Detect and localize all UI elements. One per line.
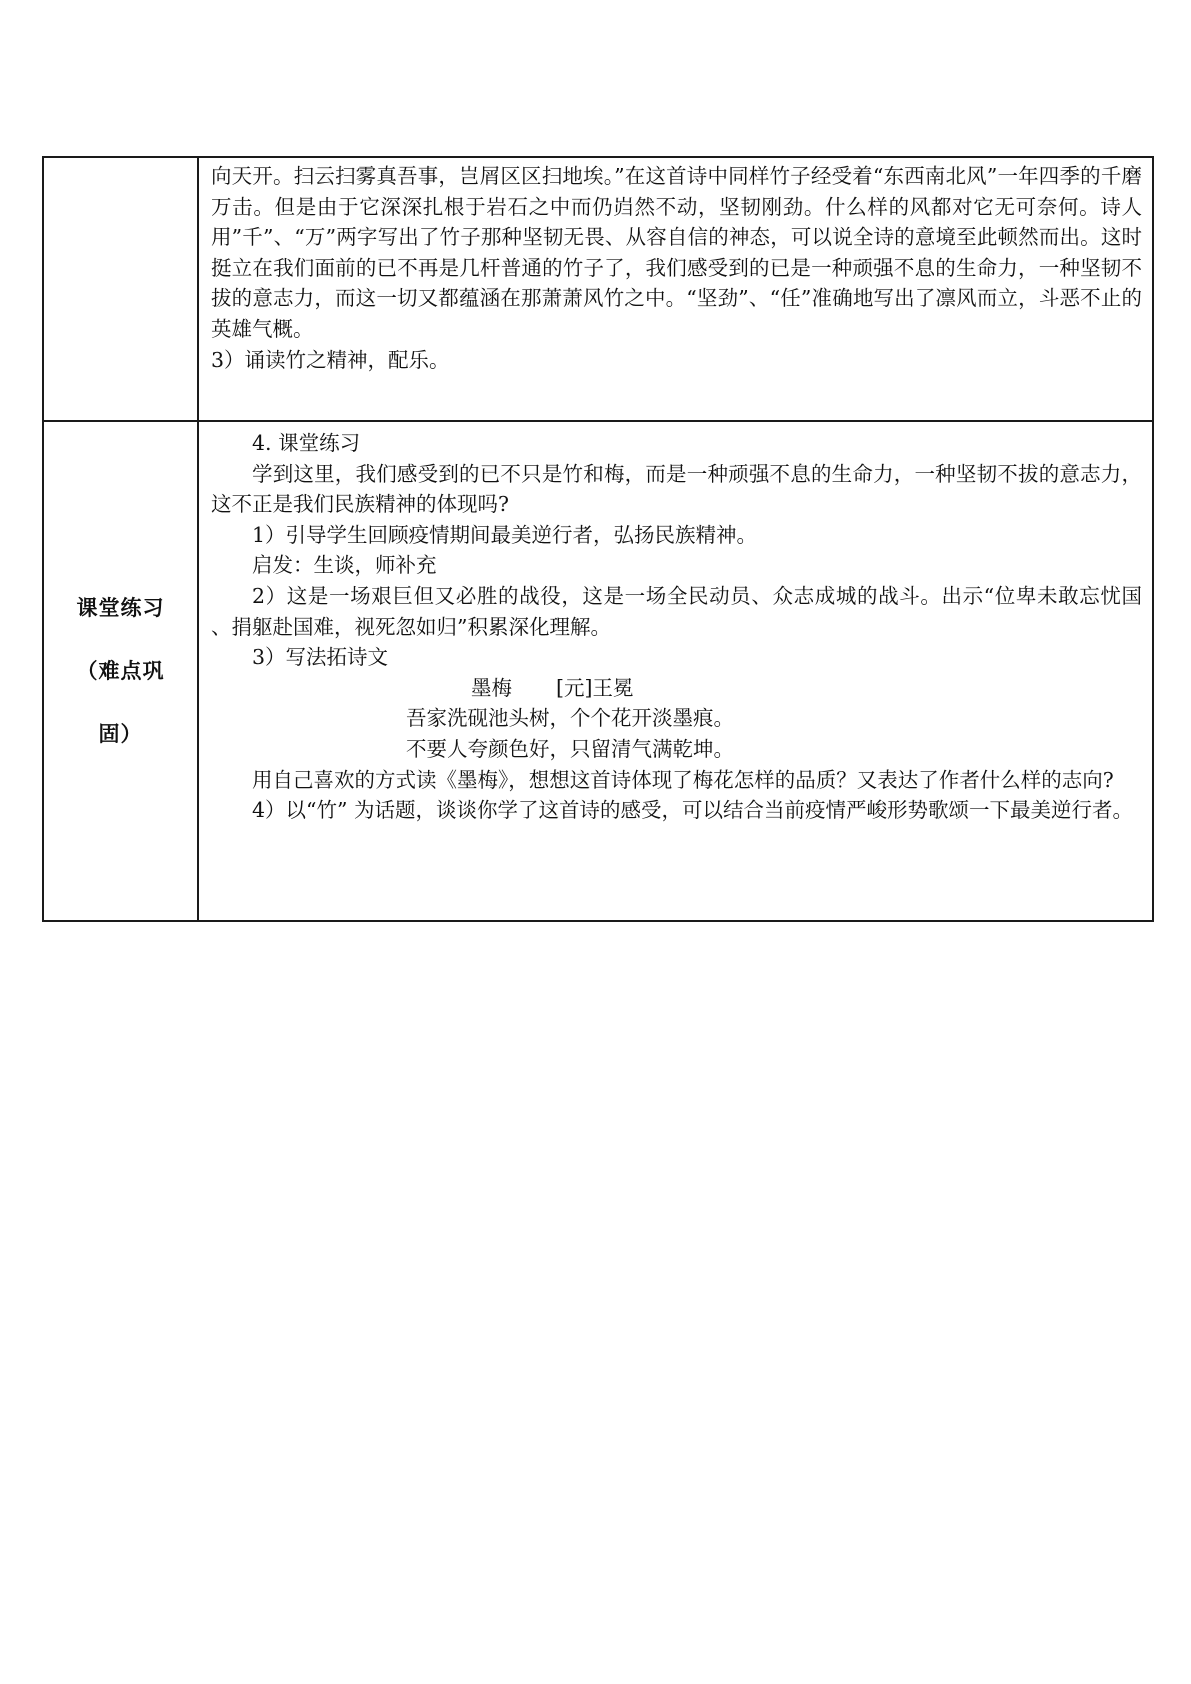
analysis-paragraph: 向天开。扫云扫雾真吾事，岂屑区区扫地埃。”在这首诗中同样竹子经受着“东西南北风”一年四季的千磨万击。但是由于它深深扎根于岩石之中而仍岿然不动，坚韧刚劲。什么样的风都对它无可奈何。诗人用”千”、“万”两字写出了竹子那种坚韧无畏、从容自信的神态，可以说全诗的意境至此顿然而出。这时挺立在我们面前的已不再是几杆普通的竹子了，我们感受到的已是一种顽强不息的生命力，一种坚韧不拔的意志力，而这一切又都蕴涵在那萧萧风竹之中。“坚劲”、“任”准确地写出了凛风而立，斗恶不止的英雄气概。	[211, 164, 1142, 341]
table-row-practice	[43, 421, 1153, 921]
section-label	[44, 577, 197, 766]
poem-line: 吾家洗砚池头树，个个花开淡墨痕。	[406, 706, 734, 731]
row-label-cell	[43, 421, 198, 921]
table-row-continuation	[43, 157, 1153, 421]
content-cell	[198, 157, 1153, 421]
content-cell	[198, 421, 1153, 921]
poem-author: [元]王冕	[556, 675, 634, 700]
practice-intro: 学到这里，我们感受到的已不只是竹和梅，而是一种顽强不息的生命力，一种坚韧不拔的意志力，这不正是我们民族精神的体现吗?	[211, 461, 1142, 517]
poem-header	[211, 673, 1142, 704]
poem-question: 用自己喜欢的方式读《墨梅》，想想这首诗体现了梅花怎样的品质？又表达了作者什么样的志向?	[252, 767, 1114, 792]
recite-step: 3）诵读竹之精神，配乐。	[211, 347, 450, 372]
practice-item-3: 3）写法拓诗文	[252, 645, 389, 670]
practice-heading: 4. 课堂练习	[252, 431, 361, 455]
lesson-plan-table	[42, 156, 1154, 922]
practice-item-4: 4）以“竹” 为话题，谈谈你学了这首诗的感受，可以结合当前疫情严峻形势歌颂一下最美逆行者。	[252, 798, 1134, 823]
row-label-cell-empty	[43, 157, 198, 421]
practice-item-1: 1）引导学生回顾疫情期间最美逆行者，弘扬民族精神。	[252, 522, 758, 547]
practice-item-2: 2）这是一场艰巨但又必胜的战役，这是一场全民动员、众志成城的战斗。出示“位卑未敢忘忧国 、捐躯赴国难，视死忽如归”积累深化理解。	[211, 583, 1142, 639]
poem-line: 不要人夸颜色好，只留清气满乾坤。	[406, 736, 734, 761]
poem-title: 墨梅	[471, 675, 512, 700]
section-label-line: （难点巩	[76, 658, 165, 683]
section-label-line: 固）	[98, 721, 143, 746]
section-label-line: 课堂练习	[76, 595, 165, 620]
practice-hint: 启发：生谈，师补充	[252, 553, 437, 578]
